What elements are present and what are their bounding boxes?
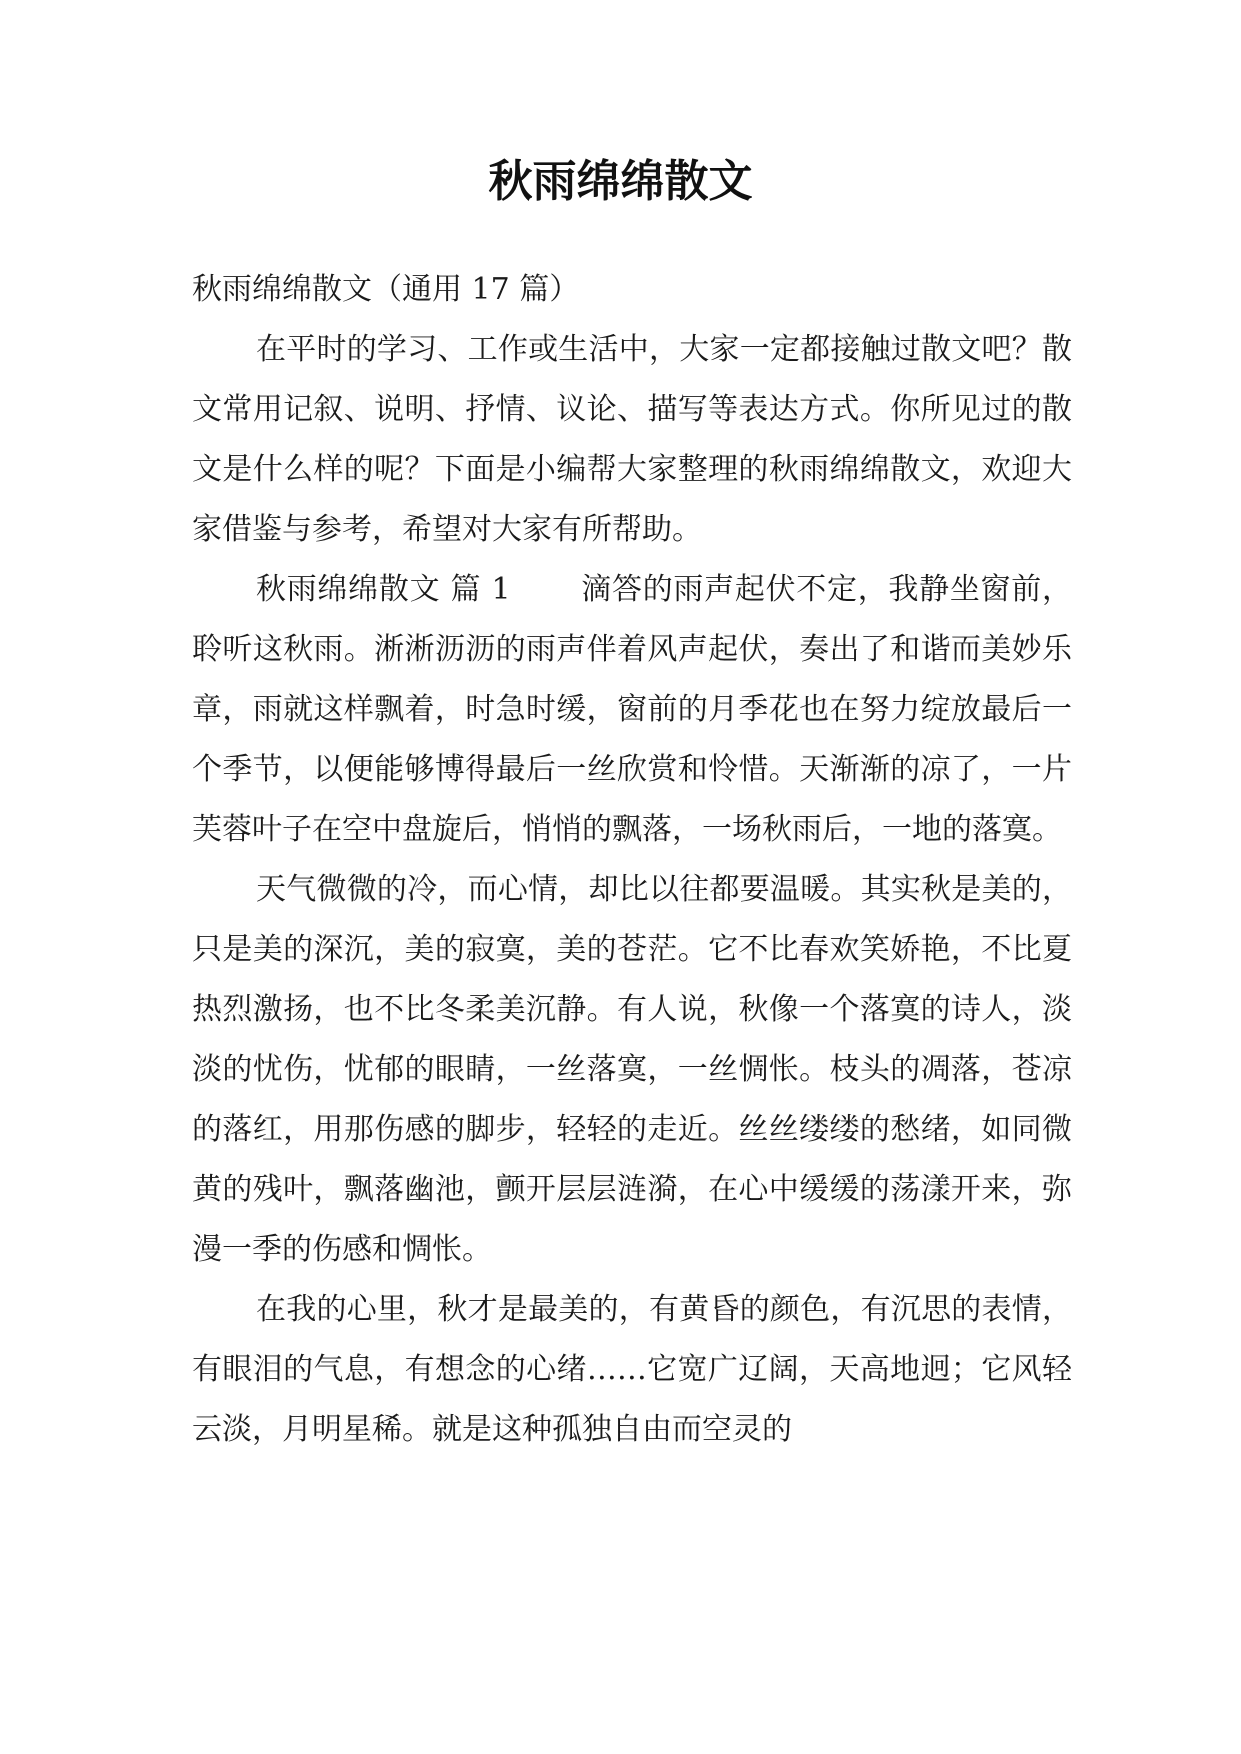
body-paragraph-1: 天气微微的冷，而心情，却比以往都要温暖。其实秋是美的，只是美的深沉，美的寂寞，美的苍茫。它不比春欢笑娇艳，不比夏热烈激扬，也不比冬柔美沉静。有人说，秋像一个落寞的诗人，淡淡的忧伤，忧郁的眼睛，一丝落寞，一丝惆怅。枝头的凋落，苍凉的落红，用那伤感的脚步，轻轻的走近。丝丝缕缕的愁绪，如同微黄的残叶，飘落幽池，颤开层层涟漪，在心中缓缓的荡漾开来，弥漫一季的伤感和惆怅。 bbox=[192, 872, 1072, 1267]
document-subtitle: 秋雨绵绵散文（通用 17 篇） bbox=[192, 272, 580, 307]
body-paragraph-2: 在我的心里，秋才是最美的，有黄昏的颜色，有沉思的表情，有眼泪的气息，有想念的心绪……它宽广辽阔，天高地迥；它风轻云淡，月明星稀。就是这种孤独自由而空灵的 bbox=[192, 1292, 1072, 1447]
section-1-heading: 秋雨绵绵散文 篇 1 bbox=[256, 572, 511, 607]
section-1-paragraph bbox=[192, 560, 1072, 860]
document-title: 秋雨绵绵散文 bbox=[488, 156, 753, 207]
intro-paragraph: 在平时的学习、工作或生活中，大家一定都接触过散文吧？散文常用记叙、说明、抒情、议论、描写等表达方式。你所见过的散文是什么样的呢？下面是小编帮大家整理的秋雨绵绵散文，欢迎大家借鉴与参考，希望对大家有所帮助。 bbox=[192, 332, 1072, 547]
document-body bbox=[192, 260, 1072, 1460]
section-1-first-paragraph: 滴答的雨声起伏不定，我静坐窗前，聆听这秋雨。淅淅沥沥的雨声伴着风声起伏，奏出了和谐而美妙乐章，雨就这样飘着，时急时缓，窗前的月季花也在努力绽放最后一个季节，以便能够博得最后一丝欣赏和怜惜。天渐渐的凉了，一片芙蓉叶子在空中盘旋后，悄悄的飘落，一场秋雨后，一地的落寞。 bbox=[192, 572, 1072, 847]
